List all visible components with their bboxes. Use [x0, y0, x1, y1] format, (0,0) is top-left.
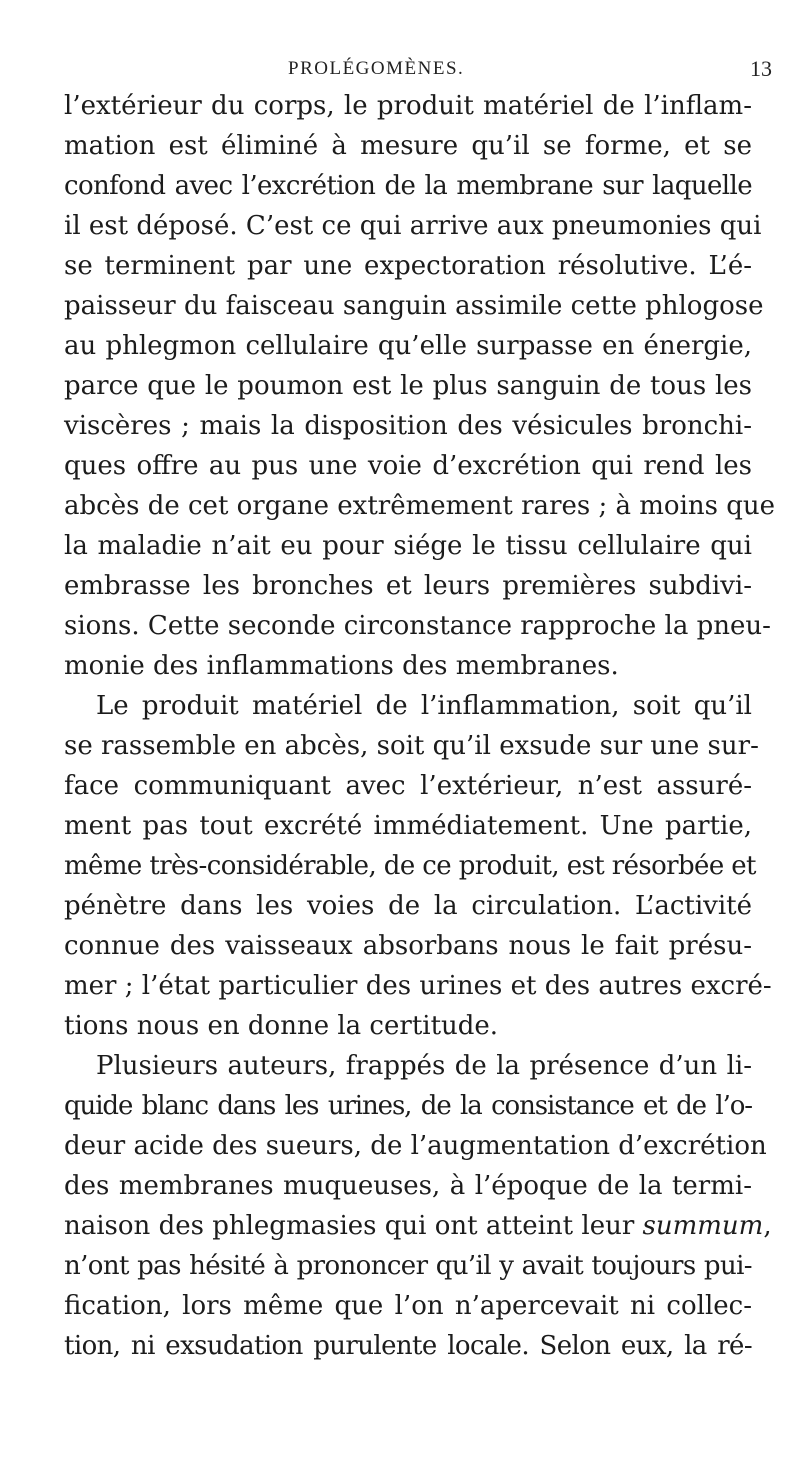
running-head: PROLÉGOMÈNES. [288, 58, 465, 79]
page-number: 13 [750, 56, 772, 81]
text-line: mer ; l’état particulier des urines et des autres excré- [64, 971, 772, 1001]
text-line: pénètre dans les voies de la circulation. L’activité [64, 891, 752, 921]
text-line: la maladie n’ait eu pour siége le tissu cellulaire qui [64, 531, 752, 561]
text-line: ment pas tout excrété immédiatement. Une partie, [64, 811, 752, 841]
text-line: l’extérieur du corps, le produit matériel de l’inflam- [64, 91, 752, 121]
text-line: face communiquant avec l’extérieur, n’est assuré- [64, 771, 752, 801]
text-line: mation est éliminé à mesure qu’il se forme, et se [64, 131, 752, 161]
text-line: monie des inflammations des membranes. [64, 651, 619, 681]
text-line: n’ont pas hésité à prononcer qu’il y avait toujours pui- [64, 1251, 752, 1281]
text-line: se rassemble en abcès, soit qu’il exsude sur une sur- [64, 731, 759, 761]
text-line: fication, lors même que l’on n’apercevait ni collec- [64, 1291, 752, 1321]
text-segment: naison des phlegmasies qui ont atteint leur [64, 1211, 635, 1241]
text-line: il est déposé. C’est ce qui arrive aux pneumonies qui [64, 211, 762, 241]
italic-term: summum [642, 1211, 764, 1241]
text-line: embrasse les bronches et leurs premières subdivi- [64, 571, 752, 601]
text-line: se terminent par une expectoration résolutive. L’é- [64, 251, 752, 281]
text-line: des membranes muqueuses, à l’époque de la termi- [64, 1171, 752, 1201]
text-line [64, 1206, 772, 1246]
text-line: deur acide des sueurs, de l’augmentation d’excrétion [64, 1131, 767, 1161]
text-line: Le produit matériel de l’inflammation, soit qu’il [96, 691, 752, 721]
text-line: tions nous en donne la certitude. [64, 1011, 499, 1041]
text-line: tion, ni exsudation purulente locale. Selon eux, la ré- [64, 1331, 752, 1361]
text-line: ques offre au pus une voie d’excrétion qui rend les [64, 451, 752, 481]
text-line: au phlegmon cellulaire qu’elle surpasse en énergie, [64, 331, 752, 361]
text-line: viscères ; mais la disposition des vésicules bronchi- [64, 411, 752, 441]
text-line: sions. Cette seconde circonstance rapproche la pneu- [64, 611, 771, 641]
text-line: abcès de cet organe extrêmement rares ; à moins que [64, 491, 776, 521]
text-line: quide blanc dans les urines, de la consistance et de l’o- [64, 1091, 752, 1121]
text-line: connue des vaisseaux absorbans nous le fait présu- [64, 931, 752, 961]
text-line: confond avec l’excrétion de la membrane sur laquelle [64, 171, 752, 201]
text-line: même très-considérable, de ce produit, est résorbée et [64, 851, 756, 881]
text-line: Plusieurs auteurs, frappés de la présence d’un li- [96, 1051, 752, 1081]
text-line: paisseur du faisceau sanguin assimile cette phlogose [64, 291, 764, 321]
text-segment: , [763, 1211, 772, 1241]
text-line: parce que le poumon est le plus sanguin de tous les [64, 371, 752, 401]
